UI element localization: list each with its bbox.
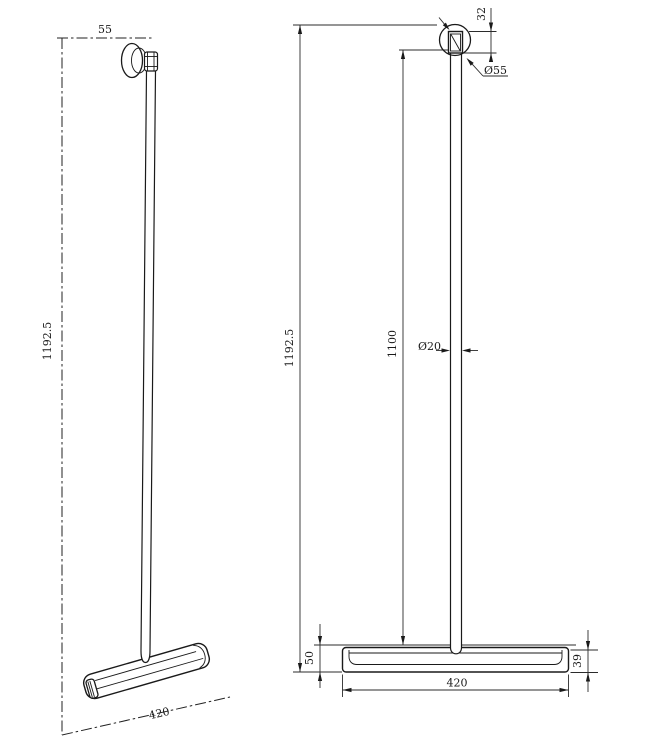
mount-bracket-front (449, 32, 463, 54)
dim-blade-width (343, 677, 569, 693)
arrow-down (586, 641, 590, 650)
extension-lines (293, 18, 598, 698)
dim-total-height-label: 1192.5 (283, 328, 296, 368)
wall-disc-side (122, 44, 143, 78)
dim-side-wall-offset-label: 55 (98, 23, 112, 36)
arrow-up (298, 25, 302, 34)
dim-rod-diameter (418, 340, 478, 353)
arrow-up (586, 673, 590, 682)
mount-clip-side (145, 52, 158, 71)
dim-rod-length-label: 1100 (386, 330, 399, 358)
ext-top-leader (439, 18, 445, 25)
dim-holder-diameter-label: Ø55 (484, 64, 508, 77)
rod-tip (451, 640, 462, 654)
dim-side-blade-width-label: 420 (147, 704, 171, 723)
dim-blade-height-right (571, 630, 590, 692)
dim-rod-length (386, 50, 405, 645)
arrow-right (442, 348, 451, 352)
dim-blade-width-label: 420 (446, 676, 468, 690)
arrow-left (462, 348, 471, 352)
dim-total-height (283, 25, 302, 672)
front-view (283, 7, 598, 697)
arrow-down (401, 636, 405, 645)
arrow-left (343, 688, 352, 692)
arrow-up (318, 672, 322, 681)
rod-front (451, 53, 462, 654)
side-view (41, 23, 230, 735)
dim-rod-diameter-label: Ø20 (418, 340, 442, 353)
rod-side (141, 71, 156, 663)
dim-blade-height-right-label: 39 (571, 654, 584, 668)
clip-body (145, 52, 158, 71)
arrow-down (298, 663, 302, 672)
arrow-right (560, 688, 569, 692)
dim-blade-height-left (303, 624, 322, 688)
centerline-diagonal (62, 697, 230, 735)
dim-blade-height-left-label: 50 (303, 651, 316, 665)
arrow-up (489, 53, 493, 62)
dim-side-height-label: 1192.5 (41, 321, 54, 361)
dim-holder-diameter (467, 58, 509, 77)
arrow-down (489, 23, 493, 32)
dim-bracket-height (475, 7, 493, 62)
arrow-down (318, 636, 322, 645)
dim-bracket-height-label: 32 (475, 7, 488, 21)
arrow-up (401, 50, 405, 59)
